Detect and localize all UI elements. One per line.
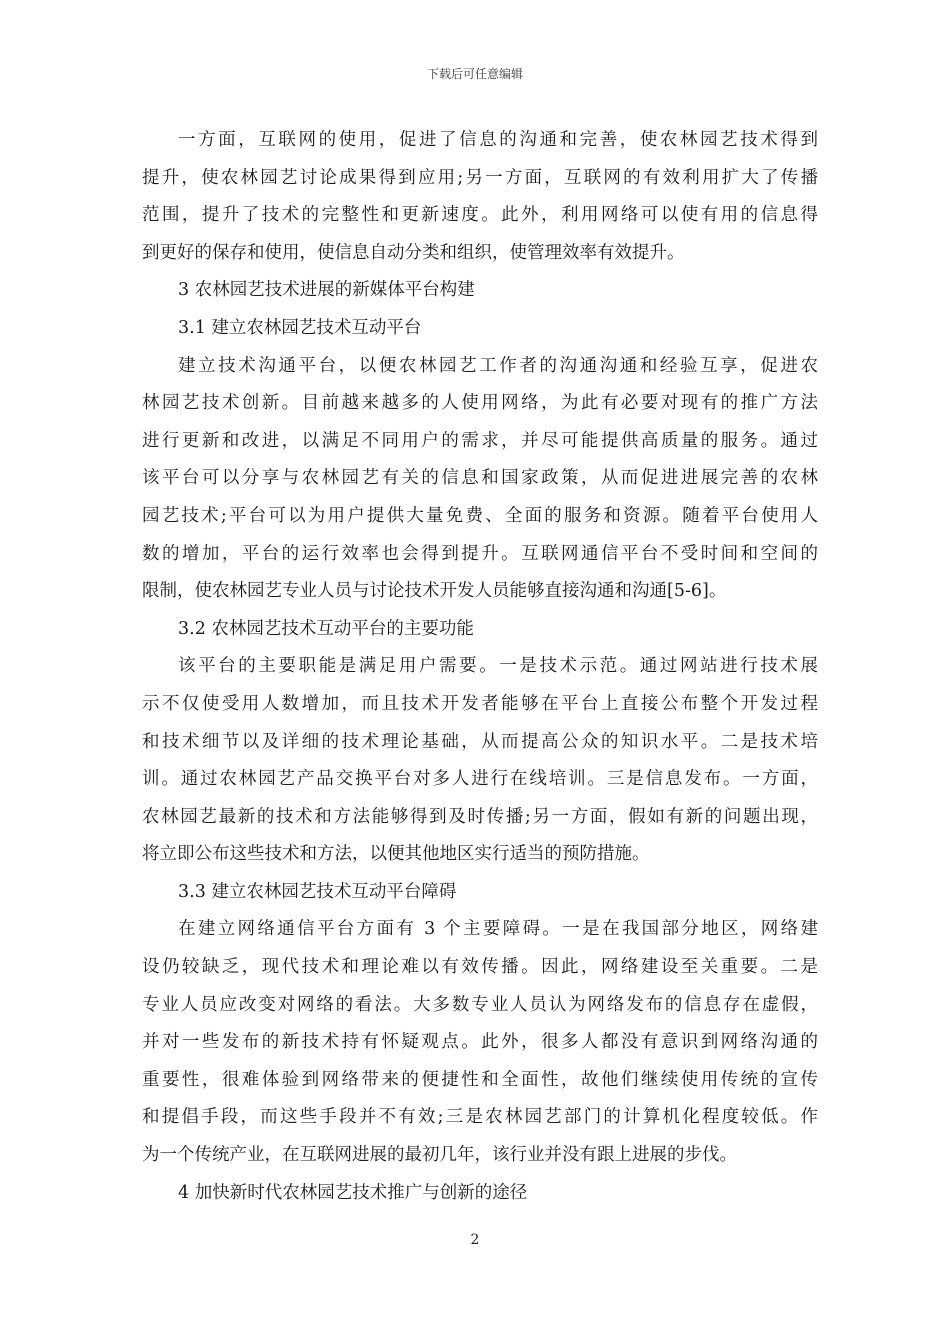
body-text-line: 一方面，互联网的使用，促进了信息的沟通和完善，使农林园艺技术得到 [178,130,818,150]
body-text-line: 提升，使农林园艺讨论成果得到应用;另一方面，互联网的有效利用扩大了传播 [142,167,818,188]
subsection-heading: 3.2 农林园艺技术互动平台的主要功能 [178,618,474,639]
page-number: 2 [470,1232,480,1248]
body-text-line: 示不仅使受用人数增加，而且技术开发者能够在平台上直接公布整个开发过程 [142,693,818,714]
document-body [142,122,818,1212]
body-text-line: 林园艺技术创新。目前越来越多的人使用网络，为此有必要对现有的推广方法 [142,393,818,414]
body-text-line: 到更好的保存和使用，使信息自动分类和组织，使管理效率有效提升。 [142,242,685,263]
body-text-line: 该平台的主要职能是满足用户需要。一是技术示范。通过网站进行技术展 [178,656,818,677]
body-text-line: 该平台可以分享与农林园艺有关的信息和国家政策，从而促进进展完善的农林 [142,468,818,489]
subsection-heading: 3.3 建立农林园艺技术互动平台障碍 [178,881,457,902]
body-text-line: 农林园艺最新的技术和方法能够得到及时传播;另一方面，假如有新的问题出现， [142,806,818,827]
page-header: 下载后可任意编辑 [426,67,523,81]
subsection-heading: 3.1 建立农林园艺技术互动平台 [178,317,422,338]
body-text-line: 训。通过农林园艺产品交换平台对多人进行在线培训。三是信息发布。一方面， [142,769,818,790]
body-text-line: 和技术细节以及详细的技术理论基础，从而提高公众的知识水平。二是技术培 [142,731,818,752]
body-text-line: 建立技术沟通平台，以便农林园艺工作者的沟通沟通和经验互享，促进农 [178,355,818,376]
section-heading: 4 加快新时代农林园艺技术推广与创新的途径 [178,1182,528,1203]
body-text-line: 园艺技术;平台可以为用户提供大量免费、全面的服务和资源。随着平台使用人 [142,505,818,526]
body-text-line: 限制，使农林园艺专业人员与讨论技术开发人员能够直接沟通和沟通[5-6]。 [142,581,727,602]
body-text-line: 范围，提升了技术的完整性和更新速度。此外，利用网络可以使有用的信息得 [142,205,818,226]
body-text-line: 并对一些发布的新技术持有怀疑观点。此外，很多人都没有意识到网络沟通的 [142,1032,818,1053]
body-text-line: 和提倡手段，而这些手段并不有效;三是农林园艺部门的计算机化程度较低。作 [142,1107,818,1128]
body-text-line: 重要性，很难体验到网络带来的便捷性和全面性，故他们继续使用传统的宣传 [142,1069,818,1090]
body-text-line: 在建立网络通信平台方面有 3 个主要障碍。一是在我国部分地区，网络建 [178,919,818,940]
body-text-line: 数的增加，平台的运行效率也会得到提升。互联网通信平台不受时间和空间的 [142,543,818,564]
body-text-line: 为一个传统产业，在互联网进展的最初几年，该行业并没有跟上进展的步伐。 [142,1145,737,1166]
body-text-line: 进行更新和改进，以满足不同用户的需求，并尽可能提供高质量的服务。通过 [142,430,818,451]
section-heading: 3 农林园艺技术进展的新媒体平台构建 [178,280,475,301]
body-text-line: 将立即公布这些技术和方法，以便其他地区实行适当的预防措施。 [142,844,650,865]
body-text-line: 设仍较缺乏，现代技术和理论难以有效传播。因此，网络建设至关重要。二是 [142,957,818,978]
body-text-line: 专业人员应改变对网络的看法。大多数专业人员认为网络发布的信息存在虚假， [142,994,818,1015]
